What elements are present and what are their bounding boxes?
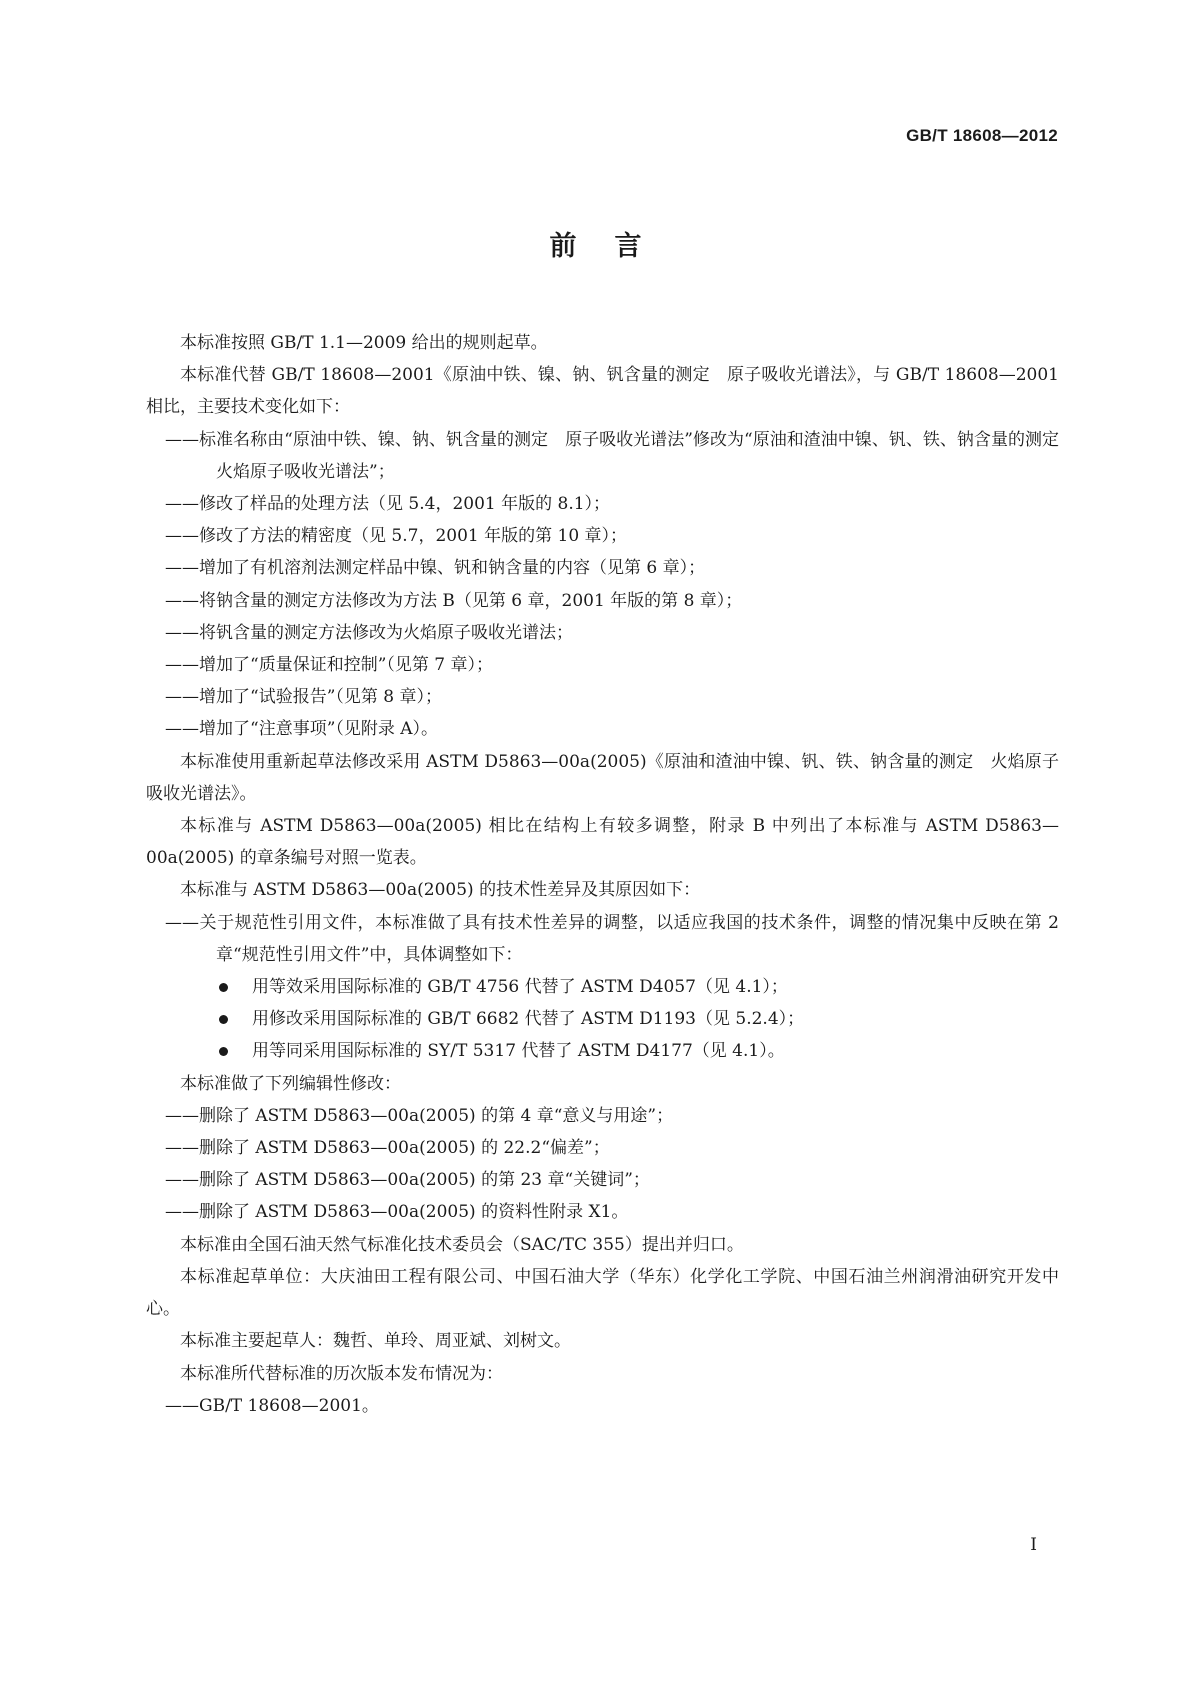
dash-item: ——增加了“试验报告”（见第 8 章）； xyxy=(165,687,443,708)
paragraph: 本标准由全国石油天然气标准化技术委员会（SAC/TC 355）提出并归口。 xyxy=(180,1234,744,1255)
dash-item: ——将钒含量的测定方法修改为火焰原子吸收光谱法； xyxy=(165,622,573,643)
bullet-text: 用等同采用国际标准的 SY/T 5317 代替了 ASTM D4177（见 4.1）。 xyxy=(252,1041,785,1062)
bullet-dot-icon xyxy=(219,1047,228,1056)
paragraph: 本标准主要起草人：魏哲、单玲、周亚斌、刘树文。 xyxy=(180,1331,571,1352)
dash-item: ——删除了 ASTM D5863—00a(2005) 的第 4 章“意义与用途”； xyxy=(165,1105,674,1126)
dash-item: ——删除了 ASTM D5863—00a(2005) 的资料性附录 X1。 xyxy=(165,1202,629,1223)
dash-item: ——删除了 ASTM D5863—00a(2005) 的第 23 章“关键词”； xyxy=(165,1170,650,1191)
bullet-item xyxy=(146,1003,1059,1035)
standard-code: GB/T 18608—2012 xyxy=(906,126,1058,145)
dash-item: ——标准名称由“原油中铁、镍、钠、钒含量的测定 原子吸收光谱法”修改为“原油和渣油中镍、钒、铁、钠含量的测定 火焰原子吸收光谱法”； xyxy=(165,429,1076,482)
paragraph: 本标准代替 GB/T 18608—2001《原油中铁、镍、钠、钒含量的测定 原子吸收光谱法》，与 GB/T 18608—2001 相比，主要技术变化如下： xyxy=(146,365,1059,418)
foreword-body xyxy=(146,327,1076,1422)
page-title: 前言 xyxy=(549,231,680,262)
paragraph: 本标准与 ASTM D5863—00a(2005) 相比在结构上有较多调整，附录 B 中列出了本标准与 ASTM D5863—00a(2005) 的章条编号对照一览表。 xyxy=(146,816,1059,869)
bullet-item xyxy=(146,971,1059,1003)
dash-item: ——修改了样品的处理方法（见 5.4，2001 年版的 8.1）； xyxy=(165,494,611,515)
dash-item: ——修改了方法的精密度（见 5.7，2001 年版的第 10 章）； xyxy=(165,526,628,547)
paragraph: 本标准起草单位：大庆油田工程有限公司、中国石油大学（华东）化学化工学院、中国石油兰州润滑油研究开发中心。 xyxy=(146,1266,1059,1320)
dash-item: ——删除了 ASTM D5863—00a(2005) 的 22.2“偏差”； xyxy=(165,1138,610,1159)
paragraph: 本标准做了下列编辑性修改： xyxy=(180,1073,401,1094)
bullet-text: 用等效采用国际标准的 GB/T 4756 代替了 ASTM D4057（见 4.1）； xyxy=(252,977,788,998)
dash-item: ——GB/T 18608—2001。 xyxy=(165,1395,379,1416)
paragraph: 本标准所代替标准的历次版本发布情况为： xyxy=(180,1363,503,1384)
paragraph: 本标准与 ASTM D5863—00a(2005) 的技术性差异及其原因如下： xyxy=(180,880,701,901)
dash-item: ——增加了有机溶剂法测定样品中镍、钒和钠含量的内容（见第 6 章）； xyxy=(165,558,706,579)
bullet-item xyxy=(146,1035,1059,1067)
paragraph: 本标准按照 GB/T 1.1—2009 给出的规则起草。 xyxy=(180,333,548,353)
bullet-dot-icon xyxy=(219,1015,228,1024)
page-number: I xyxy=(1030,1535,1037,1555)
dash-item: ——增加了“注意事项”（见附录 A）。 xyxy=(165,719,439,740)
bullet-text: 用修改采用国际标准的 GB/T 6682 代替了 ASTM D1193（见 5.2.4）； xyxy=(252,1009,805,1030)
paragraph: 本标准使用重新起草法修改采用 ASTM D5863—00a(2005)《原油和渣油中镍、钒、铁、钠含量的测定 火焰原子吸收光谱法》。 xyxy=(146,751,1059,804)
dash-item: ——将钠含量的测定方法修改为方法 B（见第 6 章，2001 年版的第 8 章）； xyxy=(165,590,743,611)
bullet-dot-icon xyxy=(219,983,228,992)
dash-item: ——增加了“质量保证和控制”（见第 7 章）； xyxy=(165,655,494,676)
dash-item: ——关于规范性引用文件，本标准做了具有技术性差异的调整，以适应我国的技术条件，调整的情况集中反映在第 2 章“规范性引用文件”中，具体调整如下： xyxy=(165,912,1059,965)
